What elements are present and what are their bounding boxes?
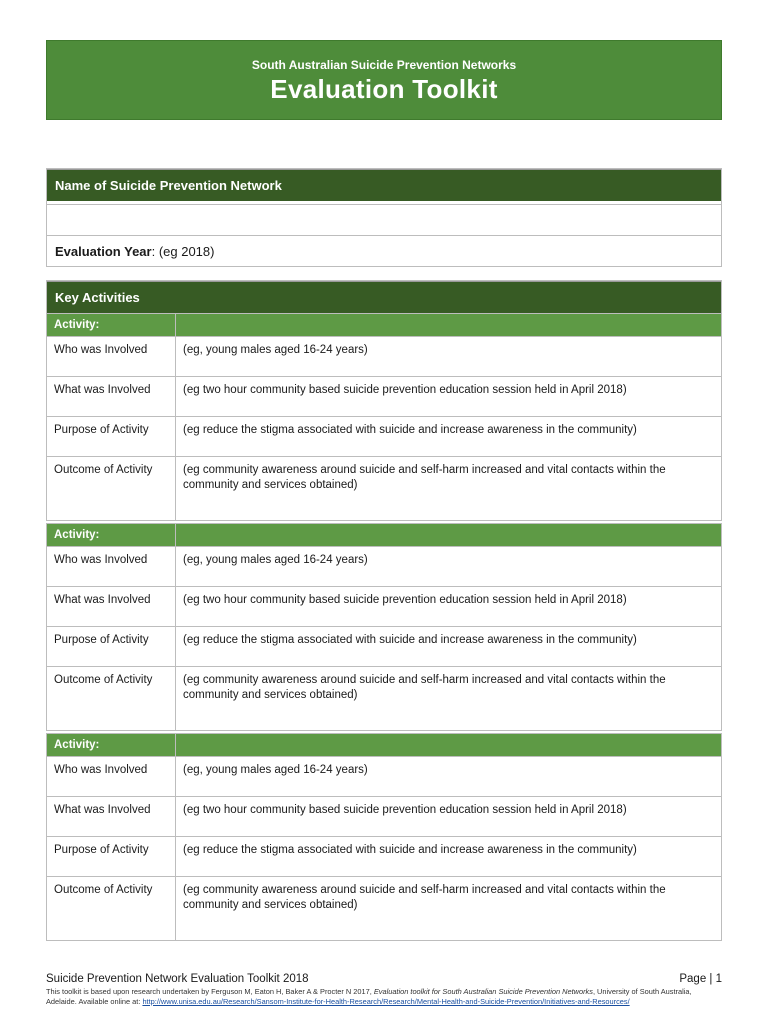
network-heading: Name of Suicide Prevention Network [47, 169, 721, 201]
banner-subtitle: South Australian Suicide Prevention Networks [251, 58, 517, 72]
row-value[interactable]: (eg community awareness around suicide and self-harm increased and vital contacts within the community and services obtained) [176, 667, 722, 731]
row-label: What was Involved [47, 797, 176, 837]
row-label: Purpose of Activity [47, 417, 176, 457]
row-label: Outcome of Activity [47, 457, 176, 521]
row-label: Who was Involved [47, 757, 176, 797]
row-label: What was Involved [47, 377, 176, 417]
page-number: Page | 1 [679, 973, 722, 985]
network-section [46, 168, 722, 267]
activity-header-row [47, 734, 722, 757]
table-row [47, 797, 722, 837]
row-label: Who was Involved [47, 547, 176, 587]
network-name-field[interactable] [47, 204, 721, 235]
row-value[interactable]: (eg reduce the stigma associated with suicide and increase awareness in the community) [176, 417, 722, 457]
row-value[interactable]: (eg, young males aged 16-24 years) [176, 757, 722, 797]
table-row [47, 757, 722, 797]
footer-doc-title: Suicide Prevention Network Evaluation Toolkit 2018 [46, 973, 309, 985]
table-row [47, 417, 722, 457]
activity-table-3 [46, 733, 722, 941]
activity-header-row [47, 524, 722, 547]
table-row [47, 547, 722, 587]
row-value[interactable]: (eg two hour community based suicide prevention education session held in April 2018) [176, 377, 722, 417]
row-label: Who was Involved [47, 337, 176, 377]
page-footer [46, 973, 722, 1006]
row-label: Outcome of Activity [47, 667, 176, 731]
row-value[interactable]: (eg, young males aged 16-24 years) [176, 337, 722, 377]
table-row [47, 337, 722, 377]
activity-title-cell[interactable] [176, 314, 722, 337]
row-value[interactable]: (eg two hour community based suicide prevention education session held in April 2018) [176, 797, 722, 837]
key-activities-heading: Key Activities [47, 281, 721, 313]
row-value[interactable]: (eg community awareness around suicide and self-harm increased and vital contacts within the community and services obtained) [176, 877, 722, 941]
citation-title: Evaluation toolkit for South Australian Suicide Prevention Networks [373, 987, 593, 996]
row-label: What was Involved [47, 587, 176, 627]
title-banner [46, 40, 722, 120]
banner-title: Evaluation Toolkit [270, 74, 498, 104]
activity-title-cell[interactable] [176, 734, 722, 757]
activity-table-1 [46, 313, 722, 521]
table-row [47, 837, 722, 877]
activity-title-cell[interactable] [176, 524, 722, 547]
row-label: Purpose of Activity [47, 837, 176, 877]
footer-citation [46, 987, 722, 1006]
table-row [47, 627, 722, 667]
activity-table-2 [46, 523, 722, 731]
activity-header-row [47, 314, 722, 337]
evaluation-year-label: Evaluation Year [55, 243, 152, 259]
evaluation-year-value: : (eg 2018) [151, 243, 215, 259]
table-row [47, 457, 722, 521]
key-activities-header [46, 280, 722, 314]
row-value[interactable]: (eg two hour community based suicide prevention education session held in April 2018) [176, 587, 722, 627]
citation-mid: , University of South Australia, Adelaide. Available online at: [46, 987, 692, 1006]
row-value[interactable]: (eg, young males aged 16-24 years) [176, 547, 722, 587]
activity-label: Activity: [47, 734, 176, 757]
table-row [47, 587, 722, 627]
table-row [47, 877, 722, 941]
row-value[interactable]: (eg reduce the stigma associated with suicide and increase awareness in the community) [176, 837, 722, 877]
row-value[interactable]: (eg community awareness around suicide and self-harm increased and vital contacts within the community and services obtained) [176, 457, 722, 521]
evaluation-year-row[interactable] [47, 235, 721, 266]
activity-label: Activity: [47, 524, 176, 547]
row-label: Purpose of Activity [47, 627, 176, 667]
row-value[interactable]: (eg reduce the stigma associated with suicide and increase awareness in the community) [176, 627, 722, 667]
row-label: Outcome of Activity [47, 877, 176, 941]
citation-link[interactable]: http://www.unisa.edu.au/Research/Sansom-Institute-for-Health-Research/Research/Mental-Health-and-Suicide-Prevention/Initiatives-and-Resources/ [142, 996, 630, 1006]
table-row [47, 377, 722, 417]
table-row [47, 667, 722, 731]
citation-prefix: This toolkit is based upon research undertaken by Ferguson M, Eaton H, Baker A & Procter N 2017, [46, 987, 374, 996]
activity-label: Activity: [47, 314, 176, 337]
